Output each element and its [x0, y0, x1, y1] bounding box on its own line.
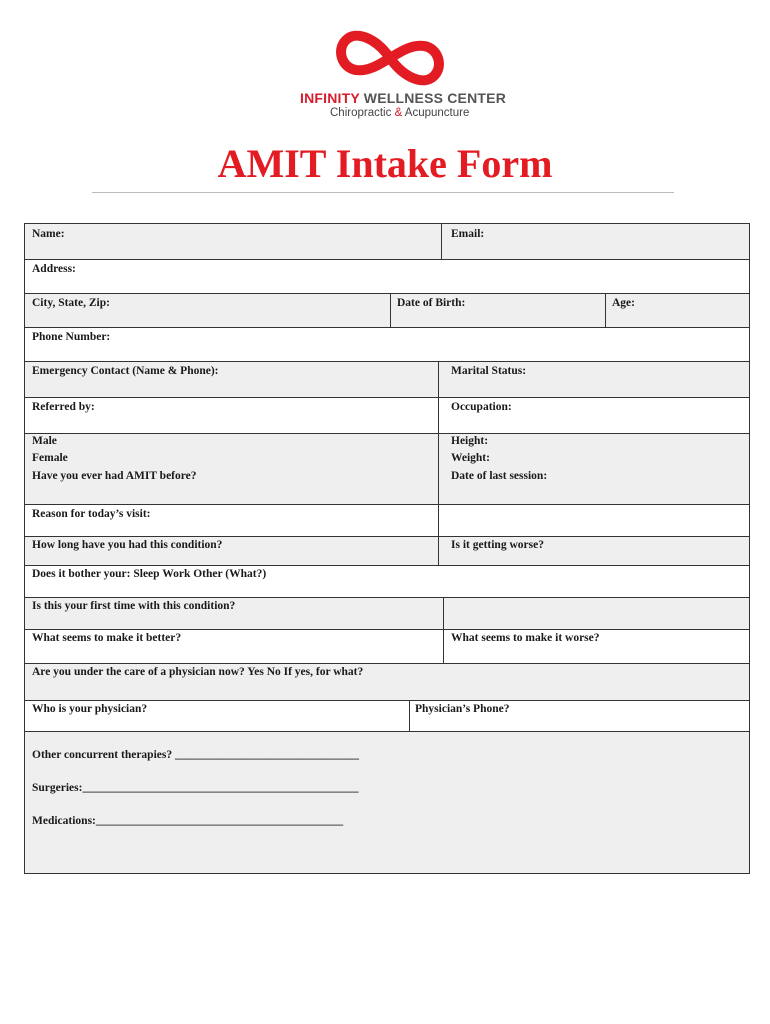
weight-label: Weight: [451, 452, 490, 464]
tagline-part1: Chiropractic [330, 107, 395, 119]
row-better-worse [25, 630, 749, 664]
brand-tagline [330, 107, 469, 119]
occupation-field[interactable] [438, 398, 749, 433]
row-city-dob-age [25, 294, 749, 328]
age-label: Age: [612, 297, 635, 309]
history-block [25, 732, 749, 873]
row-name-email [25, 224, 749, 260]
row-first-time [25, 598, 749, 630]
intake-form [24, 223, 750, 874]
how-long-label: How long have you had this condition? [32, 539, 223, 551]
row-bother [25, 566, 749, 598]
row-referred-occupation [25, 398, 749, 434]
make-worse-label: What seems to make it worse? [451, 632, 600, 644]
reason-field-extra[interactable] [438, 505, 749, 536]
city-state-zip-field[interactable] [25, 294, 390, 327]
better-field[interactable] [25, 630, 443, 663]
row-personal-details [25, 434, 749, 505]
male-option[interactable]: Male [32, 435, 57, 447]
row-physician [25, 701, 749, 732]
female-option[interactable]: Female [32, 452, 68, 464]
occupation-label: Occupation: [451, 401, 512, 413]
first-time-field-extra[interactable] [443, 598, 749, 629]
physician-name-label: Who is your physician? [32, 703, 148, 715]
physician-phone-field[interactable] [409, 701, 749, 731]
tagline-amp: & [394, 107, 403, 119]
getting-worse-label: Is it getting worse? [451, 539, 544, 551]
brand-word-wellness: WELLNESS CENTER [359, 90, 507, 106]
page-title: AMIT Intake Form [217, 141, 553, 186]
row-how-long-worse [25, 537, 749, 566]
last-session-label: Date of last session: [451, 470, 548, 482]
bother-label: Does it bother your: Sleep Work Other (What?) [32, 568, 267, 580]
address-field[interactable] [25, 260, 749, 293]
emergency-contact-field[interactable] [25, 362, 438, 397]
physician-phone-label: Physician’s Phone? [415, 703, 510, 715]
address-label: Address: [32, 263, 76, 275]
email-field[interactable] [441, 224, 749, 259]
name-field[interactable] [25, 224, 441, 259]
brand-name [300, 90, 507, 106]
row-phone [25, 328, 749, 362]
height-weight-field[interactable] [438, 434, 749, 504]
medications-field[interactable]: Medications:___________________________________________ [32, 815, 344, 827]
emergency-contact-label: Emergency Contact (Name & Phone): [32, 365, 219, 377]
marital-status-field[interactable] [438, 362, 749, 397]
reason-label: Reason for today’s visit: [32, 508, 151, 520]
brand-word-infinity: INFINITY [300, 90, 360, 106]
age-field[interactable] [605, 294, 749, 327]
tagline-part2: Acupuncture [402, 107, 470, 119]
row-physician-care [25, 664, 749, 701]
therapies-field[interactable]: Other concurrent therapies? ________________________________ [32, 749, 359, 761]
bother-field[interactable] [25, 566, 749, 597]
physician-care-field[interactable] [25, 664, 749, 700]
physician-name-field[interactable] [25, 701, 409, 731]
name-label: Name: [32, 228, 65, 240]
gender-amit-field[interactable] [25, 434, 438, 504]
phone-field[interactable] [25, 328, 749, 361]
phone-label: Phone Number: [32, 331, 111, 343]
first-time-label: Is this your first time with this condition? [32, 600, 236, 612]
marital-status-label: Marital Status: [451, 365, 527, 377]
row-emergency-marital [25, 362, 749, 398]
dob-field[interactable] [390, 294, 605, 327]
first-time-field[interactable] [25, 598, 443, 629]
reason-field[interactable] [25, 505, 438, 536]
better-label: What seems to make it better? [32, 632, 182, 644]
city-state-zip-label: City, State, Zip: [32, 297, 110, 309]
physician-care-label: Are you under the care of a physician now? Yes No If yes, for what? [32, 666, 364, 678]
row-reason [25, 505, 749, 537]
title-divider [92, 192, 674, 193]
email-label: Email: [451, 228, 485, 240]
had-amit-label: Have you ever had AMIT before? [32, 470, 197, 482]
surgeries-field[interactable]: Surgeries:________________________________________________ [32, 782, 359, 794]
referred-by-label: Referred by: [32, 401, 95, 413]
row-address [25, 260, 749, 294]
getting-worse-field[interactable] [438, 537, 749, 565]
dob-label: Date of Birth: [397, 297, 466, 309]
referred-by-field[interactable] [25, 398, 438, 433]
how-long-field[interactable] [25, 537, 438, 565]
make-worse-field[interactable] [443, 630, 749, 663]
height-label: Height: [451, 435, 489, 447]
